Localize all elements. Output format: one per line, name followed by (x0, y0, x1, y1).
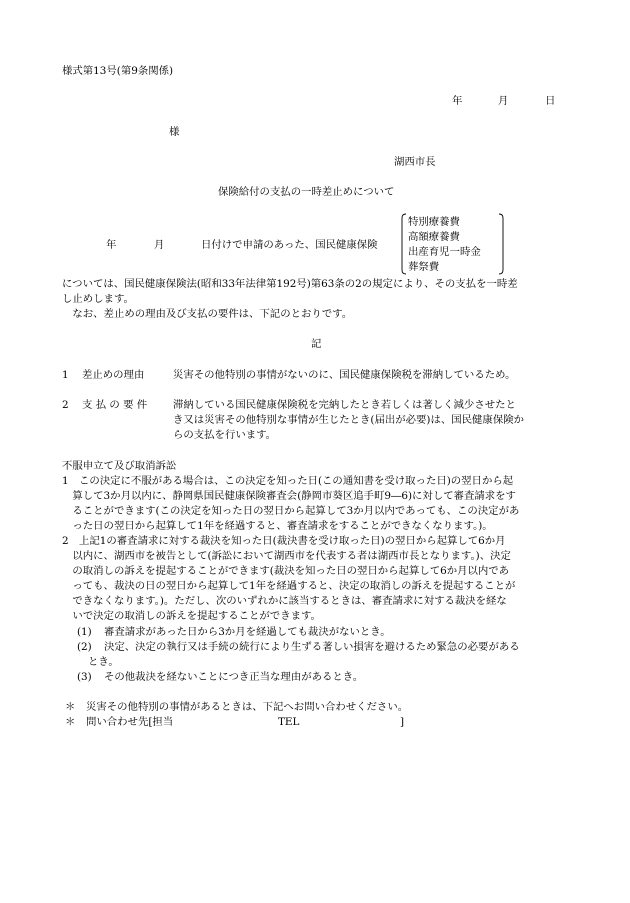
issuer: 湖西市長 (394, 156, 436, 168)
appeal-paragraph-line: いで決定の取消しの訴えを提起することができます。 (62, 610, 321, 622)
addressee-suffix: 様 (169, 126, 180, 138)
appeal-paragraph-line: ることができます(この決定を知った日の翌日から起算して3か月以内であっても、この決定があ (62, 505, 520, 517)
sub-item-text: 審査請求があった日から3か月を経過しても裁決がないとき。 (104, 626, 391, 638)
sub-item-text: 決定、決定の執行又は手続の続行により生ずる著しい損害を避けるため緊急の必要がある (104, 641, 520, 653)
sub-item-text: その他裁決を経ないことにつき正当な理由があるとき。 (104, 671, 364, 683)
document-title: 保険給付の支払の一時差止めについて (218, 186, 395, 198)
sub-item-text: とき。 (88, 656, 119, 668)
note-inquiry-text: 災害その他特別の事情があるときは、下記へお問い合わせください。 (86, 701, 409, 713)
appeal-paragraph-line: っても、裁決の日の翌日から起算して1年を経過すると、決定の取消しの訴えを提起することが (62, 580, 516, 592)
appeal-heading: 不服申立て及び取消訴訟 (62, 460, 177, 472)
appeal-paragraph-line: 算して3か月以内に、静岡県国民健康保険審査会(静岡市葵区追手町9―6)に対して審査請求をす (62, 490, 516, 502)
form-number: 様式第13号(第9条関係) (62, 65, 174, 77)
tel-label: TEL (278, 716, 300, 728)
date-day-label: 日 (545, 95, 556, 107)
item-label: 支 払 の 要 件 (82, 399, 148, 411)
note-mark: ＊ (65, 701, 76, 713)
body-paragraph-1-line-1: については、国民健康保険法(昭和33年法律第192号)第63条の2の規定により、その支払を一時差 (62, 278, 518, 290)
note-mark: ＊ (65, 716, 76, 728)
intro-text: 日付けで申請のあった、国民健康保険 (201, 239, 378, 251)
ki-heading: 記 (311, 338, 322, 350)
item-text: き又は災害その他特別な事情が生じたとき(届出が必要)は、国民健康保険か (173, 414, 524, 426)
appeal-paragraph-line: 以内に、湖西市を被告として(訴訟において湖西市を代表する者は湖西市長となります。)、決定 (62, 550, 511, 562)
contact-label: 問い合わせ先[担当 (86, 716, 174, 728)
item-text: 滞納している国民健康保険税を完納したとき若しくは著しく減少させたと (173, 399, 516, 411)
item-number: 1 (62, 369, 69, 381)
date-month-label: 月 (498, 95, 509, 107)
sub-item-number: (2) (77, 641, 92, 653)
date-year-label: 年 (452, 95, 463, 107)
sub-item-number: (1) (77, 626, 92, 638)
intro-year-label: 年 (106, 239, 117, 251)
appeal-paragraph-line: できなくなります。)。ただし、次のいずれかに該当するときは、審査請求に対する裁決を経な (62, 595, 507, 607)
item-text: らの支払を行います。 (173, 429, 277, 441)
intro-month-label: 月 (154, 239, 165, 251)
appeal-paragraph-line: 1 この決定に不服がある場合は、この決定を知った日(この通知書を受け取った日)の翌日から起 (62, 475, 514, 487)
benefit-item: 葬祭費 (408, 261, 440, 273)
benefit-item: 出産育児一時金 (408, 246, 481, 258)
benefit-item: 特別療養費 (408, 216, 460, 228)
appeal-paragraph-line: った日の翌日から起算して1年を経過すると、審査請求をすることができなくなります。)。 (62, 520, 493, 532)
appeal-paragraph-line: 2 上記1の審査請求に対する裁決を知った日(裁決書を受け取った日)の翌日から起算して6か月 (62, 535, 506, 547)
body-paragraph-1-line-2: し止めします。 (62, 293, 134, 305)
item-label: 差止めの理由 (82, 369, 145, 381)
benefit-item: 高額療養費 (408, 231, 460, 243)
sub-item-number: (3) (77, 671, 92, 683)
body-paragraph-2: なお、差止めの理由及び支払の要件は、下記のとおりです。 (62, 308, 353, 320)
contact-close-bracket: ] (400, 716, 405, 728)
item-number: 2 (62, 399, 69, 411)
appeal-paragraph-line: の取消しの訴えを提起することができます(裁決を知った日の翌日から起算して6か月以内であ (62, 565, 510, 577)
item-text: 災害その他特別の事情がないのに、国民健康保険税を滞納しているため。 (173, 369, 516, 381)
